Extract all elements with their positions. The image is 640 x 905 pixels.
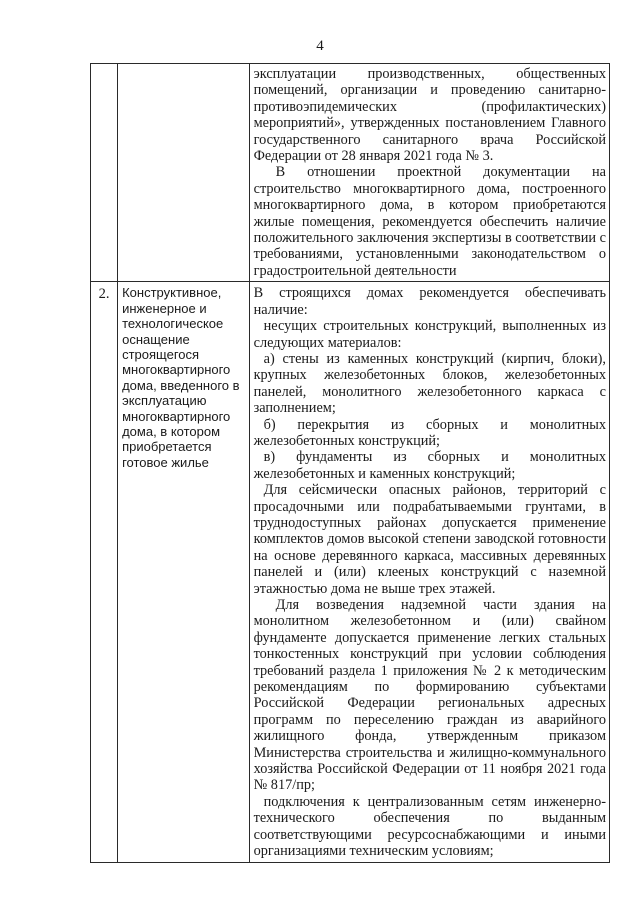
row-subject xyxy=(118,64,249,67)
table-row xyxy=(91,282,610,862)
requirements-table xyxy=(90,63,610,863)
paragraph: эксплуатации производственных, общественных помещений, организации и проведению санитарно-противоэпидемических (профилактических) мероприятий», утвержденных постановлением Главного государственного санитарного врача Российской Федерации от 28 января 2021 года № 3. xyxy=(253,66,606,165)
row-number: 2. xyxy=(98,286,110,303)
row-subject-cell xyxy=(118,282,250,862)
row-subject: Конструктивное, инженерное и технологическое оснащение строящегося многоквартирного дома, введенного в эксплуатацию многоквартирного дома, в котором приобретается готовое жилье xyxy=(122,285,240,470)
paragraph: Для сейсмически опасных районов, территорий с просадочными или подрабатываемыми грунтами, в труднодоступных районах допускается применение комплектов домов высокой степени заводской готовности на основе деревянного каркаса, массивных деревянных панелей и (или) клееных конструкций с наземной этажностью дома не выше трех этажей. xyxy=(253,482,606,597)
row-number-cell xyxy=(91,64,118,282)
row-number-cell xyxy=(91,282,118,862)
row-content-cell xyxy=(249,282,609,862)
row-subject-cell xyxy=(118,64,250,282)
page-number: 4 xyxy=(316,38,324,54)
paragraph: В строящихся домах рекомендуется обеспечивать наличие: xyxy=(253,285,606,318)
row-content-cell xyxy=(249,64,609,282)
paragraph: подключения к централизованным сетям инженерно-технического обеспечения по выданным соответствующими ресурсоснабжающими и иными организациями техническим условиям; xyxy=(253,793,606,860)
paragraph: несущих строительных конструкций, выполненных из следующих материалов: xyxy=(253,318,606,351)
paragraph: б) перекрытия из сборных и монолитных железобетонных конструкций; xyxy=(253,416,606,449)
paragraph: в) фундаменты из сборных и монолитных железобетонных и каменных конструкций; xyxy=(253,449,606,482)
table-row xyxy=(91,64,610,282)
paragraph: Для возведения надземной части здания на монолитном железобетонном и (или) свайном фундаменте допускается применение легких стальных тонкостенных конструкций при условии соблюдения требований раздела 1 приложения № 2 к методическим рекомендациям по формированию субъектами Российской Федерации региональных адресных программ по переселению граждан из аварийного жилищного фонда, утвержденным приказом Министерства строительства и жилищно-коммунального хозяйства Российской Федерации от 11 ноября 2021 года № 817/пр; xyxy=(253,597,606,794)
paragraph: а) стены из каменных конструкций (кирпич, блоки), крупных железобетонных блоков, железобетонных панелей, монолитного железобетонного каркаса с заполнением; xyxy=(253,350,606,417)
paragraph: В отношении проектной документации на строительство многоквартирного дома, построенного многоквартирного дома, в котором приобретаются жилые помещения, рекомендуется обеспечить наличие положительного заключения экспертизы в соответствии с требованиями, установленными законодательством о градостроительной деятельности xyxy=(253,164,606,279)
row-number xyxy=(91,64,117,68)
